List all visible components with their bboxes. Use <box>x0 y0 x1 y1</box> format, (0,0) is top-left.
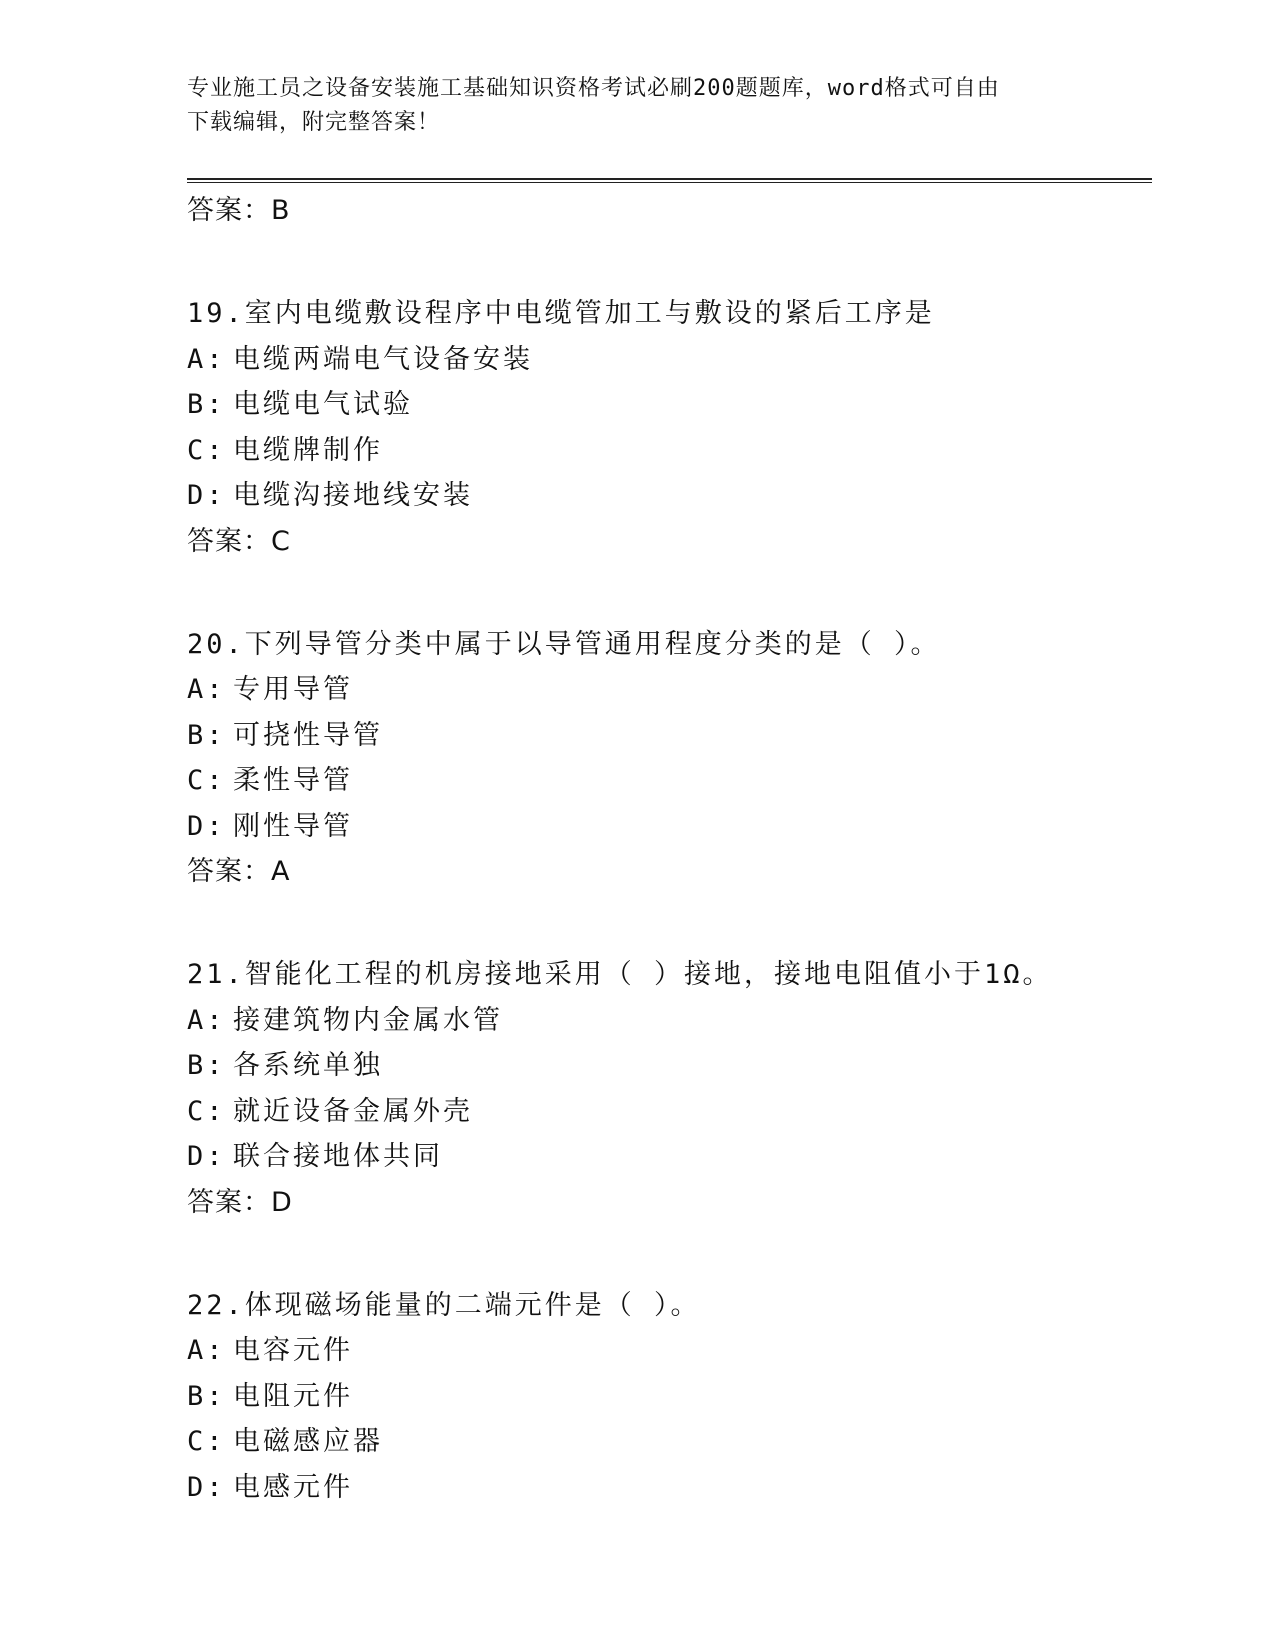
question-21 <box>187 952 1152 1225</box>
option-d <box>187 1134 1152 1180</box>
option-letter: C: <box>187 434 226 466</box>
option-letter: C: <box>187 1426 226 1457</box>
question-list <box>187 188 1152 1510</box>
option-text: 可挠性导管 <box>233 719 383 751</box>
question-stem: 22.体现磁场能量的二端元件是（ ）。 <box>187 1289 701 1321</box>
option-text: 电感元件 <box>233 1471 353 1503</box>
option-text: 电缆沟接地线安装 <box>233 480 473 511</box>
question-stem: 19.室内电缆敷设程序中电缆管加工与敷设的紧后工序是 <box>187 298 935 329</box>
option-letter: B: <box>187 389 226 420</box>
answer-line: 答案：A <box>187 856 291 887</box>
previous-answer: 答案：B <box>187 195 291 226</box>
question-stem: 20.下列导管分类中属于以导管通用程度分类的是（ ）。 <box>187 628 941 660</box>
option-text: 电缆牌制作 <box>233 434 383 466</box>
option-d <box>187 804 1152 850</box>
option-letter: D: <box>187 1141 226 1172</box>
option-text: 电磁感应器 <box>233 1426 383 1457</box>
option-a <box>187 337 1152 383</box>
option-b <box>187 382 1152 428</box>
option-letter: A: <box>187 343 226 375</box>
option-d <box>187 473 1152 519</box>
option-text: 柔性导管 <box>233 765 353 796</box>
option-d <box>187 1465 1152 1511</box>
option-text: 电缆两端电气设备安装 <box>233 343 533 375</box>
option-text: 电缆电气试验 <box>233 389 413 420</box>
option-letter: A: <box>187 1004 226 1036</box>
option-c <box>187 1419 1152 1465</box>
option-text: 电阻元件 <box>233 1380 353 1412</box>
option-b <box>187 1043 1152 1089</box>
option-text: 刚性导管 <box>233 810 353 842</box>
option-letter: D: <box>187 1471 226 1503</box>
option-a <box>187 998 1152 1044</box>
option-c <box>187 1089 1152 1135</box>
answer-line: 答案：D <box>187 1186 293 1218</box>
option-letter: C: <box>187 1095 226 1127</box>
option-letter: A: <box>187 1335 226 1366</box>
option-letter: B: <box>187 719 226 751</box>
option-letter: A: <box>187 674 226 705</box>
answer-line: 答案：C <box>187 525 291 557</box>
option-a <box>187 1328 1152 1374</box>
option-c <box>187 758 1152 804</box>
header-divider <box>187 178 1152 183</box>
option-text: 各系统单独 <box>233 1050 383 1081</box>
page-header <box>187 72 1067 140</box>
question-19 <box>187 291 1152 564</box>
option-letter: C: <box>187 765 226 796</box>
option-letter: B: <box>187 1380 226 1412</box>
option-text: 接建筑物内金属水管 <box>233 1004 503 1036</box>
option-text: 专用导管 <box>233 674 353 705</box>
question-20 <box>187 622 1152 895</box>
option-a <box>187 667 1152 713</box>
option-b <box>187 713 1152 759</box>
option-letter: B: <box>187 1050 226 1081</box>
option-b <box>187 1374 1152 1420</box>
option-text: 联合接地体共同 <box>233 1141 443 1172</box>
option-text: 就近设备金属外壳 <box>233 1095 473 1127</box>
header-title-line-1: 专业施工员之设备安装施工基础知识资格考试必刷200题题库，word格式可自由 <box>187 76 1000 101</box>
option-c <box>187 428 1152 474</box>
option-text: 电容元件 <box>233 1335 353 1366</box>
header-title-line-2: 下载编辑，附完整答案！ <box>187 110 441 135</box>
question-stem: 21.智能化工程的机房接地采用（ ）接地，接地电阻值小于1Ω。 <box>187 959 1053 990</box>
option-letter: D: <box>187 810 226 842</box>
option-letter: D: <box>187 480 226 511</box>
question-22 <box>187 1283 1152 1511</box>
